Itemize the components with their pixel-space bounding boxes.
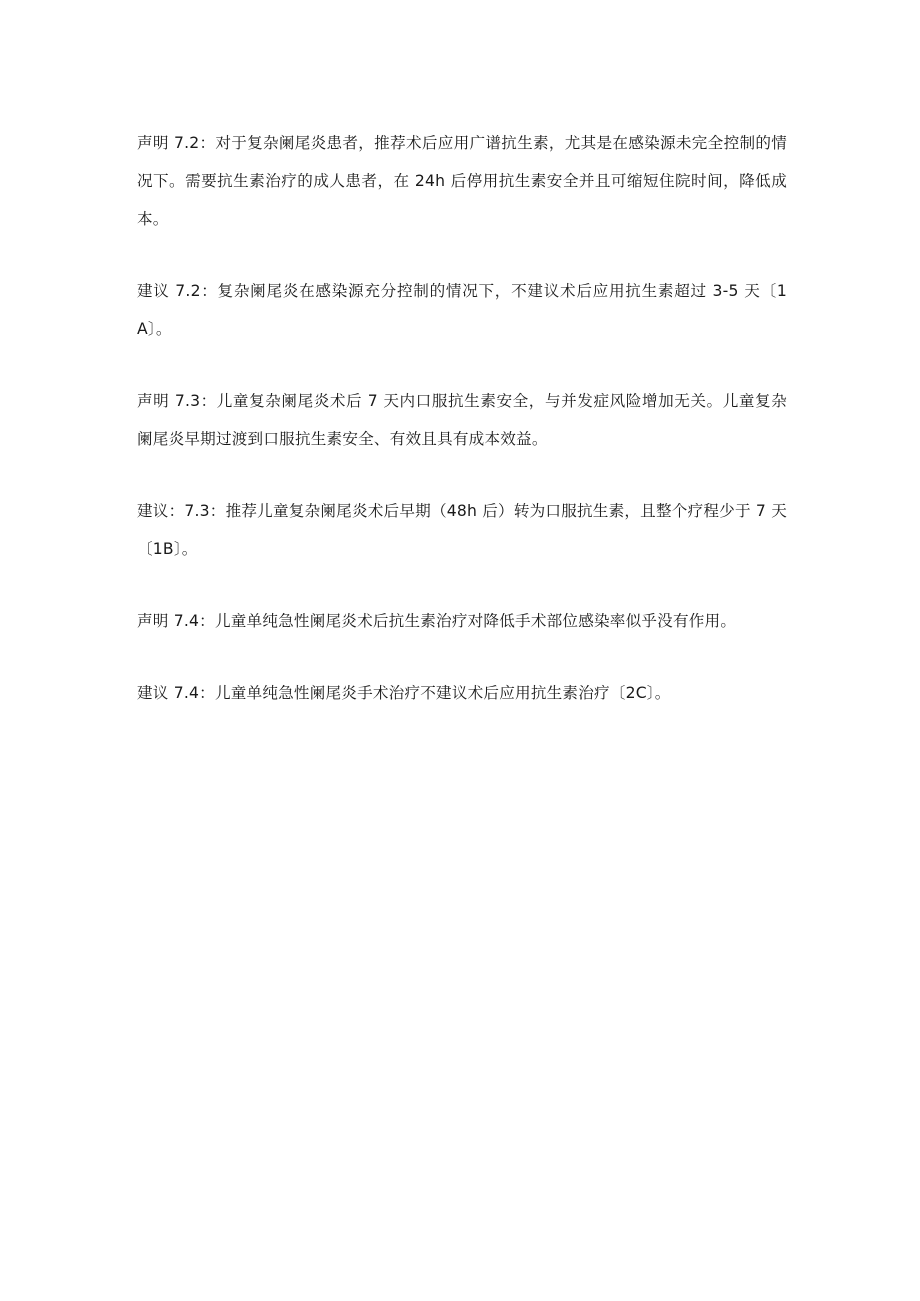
statement-7-2: [137, 124, 787, 238]
recommendation-7-3-label: 建议：7.3：: [137, 502, 226, 520]
statement-7-2-text: 对于复杂阑尾炎患者，推荐术后应用广谱抗生素，尤其是在感染源未完全控制的情况下。需要抗生素治疗的成人患者，在 24h 后停用抗生素安全并且可缩短住院时间，降低成本。: [137, 134, 787, 228]
recommendation-7-2-text: 复杂阑尾炎在感染源充分控制的情况下，不建议术后应用抗生素超过 3-5 天〔1A〕。: [137, 282, 788, 338]
recommendation-7-4-text: 儿童单纯急性阑尾炎手术治疗不建议术后应用抗生素治疗〔2C〕。: [214, 684, 671, 702]
recommendation-7-2-label: 建议 7.2：: [137, 282, 218, 300]
statement-7-4-text: 儿童单纯急性阑尾炎术后抗生素治疗对降低手术部位感染率似乎没有作用。: [214, 612, 737, 630]
statement-7-3-label: 声明 7.3：: [137, 392, 217, 410]
statement-7-2-label: 声明 7.2：: [137, 134, 216, 152]
recommendation-7-3-text: 推荐儿童复杂阑尾炎术后早期（48h 后）转为口服抗生素，且整个疗程少于 7 天〔1B〕。: [137, 502, 787, 558]
recommendation-7-4: [137, 674, 787, 712]
statement-7-3: [137, 382, 787, 458]
statement-7-4-label: 声明 7.4：: [137, 612, 215, 630]
statement-7-4: [137, 602, 787, 640]
document-body: [137, 124, 787, 712]
recommendation-7-3: [137, 492, 787, 568]
recommendation-7-4-label: 建议 7.4：: [137, 684, 215, 702]
recommendation-7-2: [137, 272, 787, 348]
statement-7-3-text: 儿童复杂阑尾炎术后 7 天内口服抗生素安全，与并发症风险增加无关。儿童复杂阑尾炎早期过渡到口服抗生素安全、有效且具有成本效益。: [137, 392, 787, 448]
